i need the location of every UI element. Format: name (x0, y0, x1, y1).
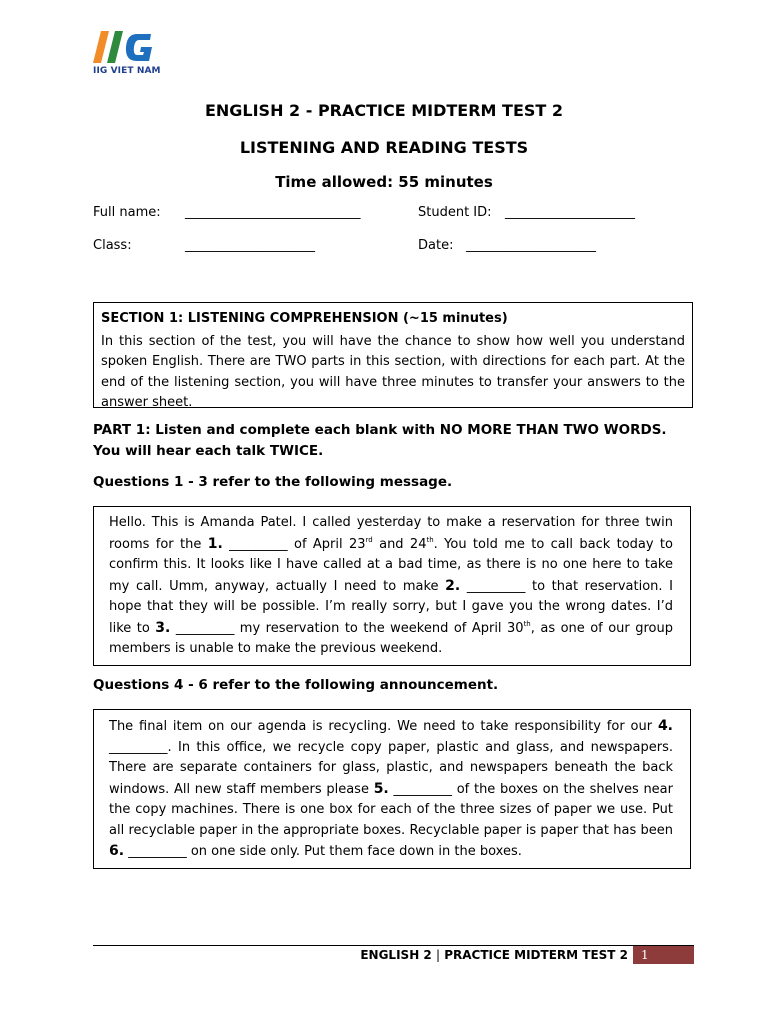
questions-4-6-heading: Questions 4 - 6 refer to the following announcement. (93, 677, 499, 693)
iig-logo (93, 31, 163, 79)
iig-logo-mark (93, 31, 163, 65)
announcement-box (93, 709, 691, 869)
message-text: _________ my reservation to the weekend of April 30 (170, 620, 524, 636)
announcement-text: _________ of the boxes on the shelves near the copy machines. There is one box for each of the three sizes of paper we use. Put all recyclable paper in the appropriate boxes. Recyclable paper is paper that has been (109, 781, 673, 838)
announcement-text: The final item on our agenda is recycling. We need to take responsibility for our (109, 719, 658, 734)
section1-box (93, 302, 693, 411)
announcement-text: _________ on one side only. Put them face down in the boxes. (124, 844, 522, 859)
student-id-blank[interactable]: ____________________ (505, 205, 635, 220)
question-number-2: 2. (445, 577, 461, 594)
question-number-1: 1. (207, 535, 223, 552)
logo-text: IIG VIET NAM (93, 66, 161, 76)
ordinal-suffix: th (523, 619, 531, 628)
page-title: ENGLISH 2 - PRACTICE MIDTERM TEST 2 (204, 101, 564, 120)
full-name-blank[interactable]: ___________________________ (185, 205, 361, 220)
footer-title (360, 946, 628, 964)
announcement-text: _________. In this office, we recycle copy paper, plastic and glass, and newspapers. There are separate containers for glass, plastic, and newspapers beneath the back windows. All new staff members please (109, 739, 673, 797)
question-number-4: 4. (657, 718, 673, 734)
message-text: , as one of our group members is unable to make the previous weekend. (109, 620, 673, 656)
student-id-label: Student ID: (418, 205, 492, 220)
date-label: Date: (418, 238, 454, 253)
footer-left: ENGLISH 2 (360, 948, 432, 962)
message-text: . You told me to call back today to confirm this. It looks like I have called at a bad time, as there is no one here to take my call. Umm, anyway, actually I need to make (109, 536, 673, 594)
footer-right: PRACTICE MIDTERM TEST 2 (444, 948, 628, 962)
section1-body: In this section of the test, you will have the chance to show how well you understand spoken English. There are TWO parts in this section, with directions for each part. At the end of the listening section, you will have three minutes to transfer your answers to the answer sheet. (101, 334, 685, 411)
part1-instruction: PART 1: Listen and complete each blank with NO MORE THAN TWO WORDS. You will hear each talk TWICE. (93, 422, 667, 459)
message-text: _________ to that reservation. I hope that they will be possible. I’m really sorry, but I gave you the wrong dates. I’d like to (109, 578, 673, 636)
question-number-3: 3. (155, 619, 171, 636)
question-number-5: 5. (373, 780, 389, 797)
message-text: _________ of April 23 (222, 536, 366, 552)
full-name-label: Full name: (93, 205, 161, 220)
page-subtitle: LISTENING AND READING TESTS (239, 138, 529, 157)
questions-1-3-heading: Questions 1 - 3 refer to the following message. (93, 474, 453, 490)
ordinal-suffix: th (426, 535, 434, 544)
message-box (93, 506, 691, 666)
class-blank[interactable]: ____________________ (185, 238, 315, 253)
question-number-6: 6. (109, 843, 125, 859)
ordinal-suffix: rd (365, 535, 373, 544)
message-text: Hello. This is Amanda Patel. I called yesterday to make a reservation for three twin rooms for the (109, 515, 673, 552)
footer-separator: | (435, 948, 440, 962)
date-blank[interactable]: ____________________ (466, 238, 596, 253)
time-allowed: Time allowed: 55 minutes (275, 173, 493, 191)
class-label: Class: (93, 238, 132, 253)
message-text: and 24 (372, 536, 427, 552)
page-number: 1 (633, 946, 694, 964)
section1-heading: SECTION 1: LISTENING COMPREHENSION (~15 minutes) (101, 311, 508, 326)
